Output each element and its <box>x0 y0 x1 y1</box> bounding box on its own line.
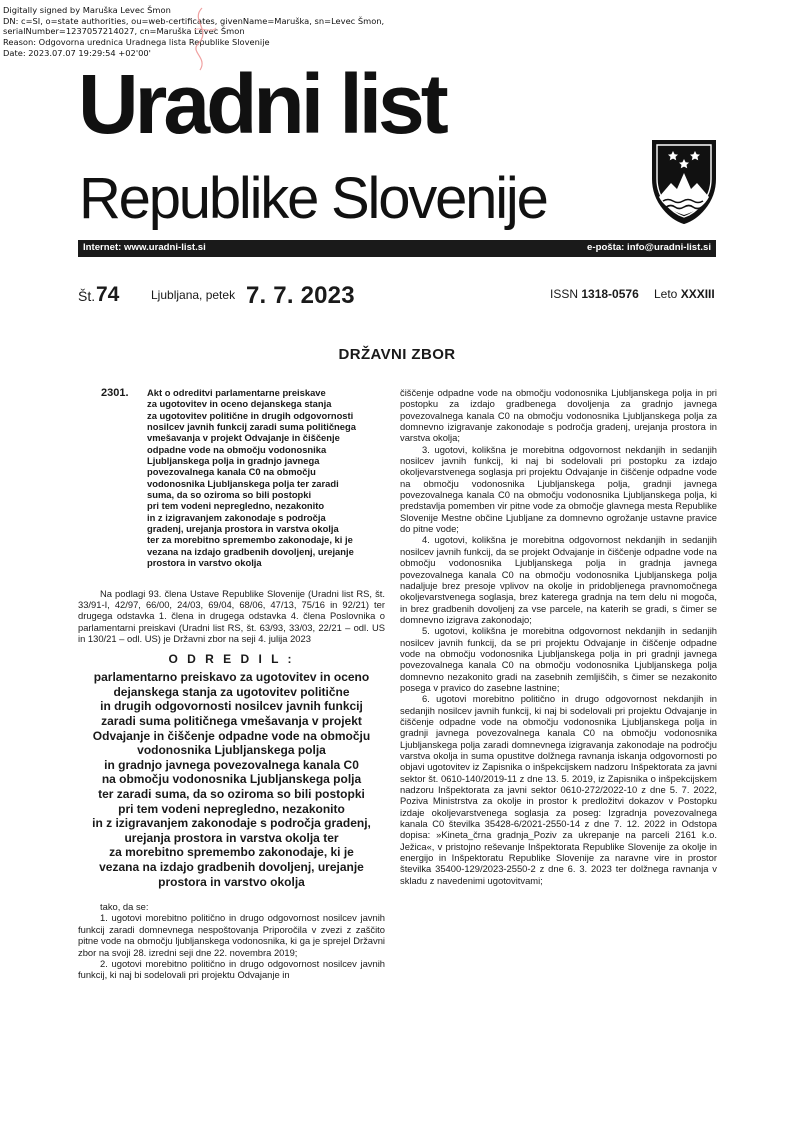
act-title-line: odpadne vode na območju vodonosnika <box>147 443 327 455</box>
email-link[interactable]: e-pošta: info@uradni-list.si <box>587 242 711 253</box>
volume-label: Leto <box>654 287 678 301</box>
investigation-title-line: urejanja prostora in varstva okolja ter <box>124 830 339 845</box>
act-title-line: za ugotovitev in oceno dejanskega stanja <box>147 398 332 410</box>
signature-line: Reason: Odgovorna urednica Uradnega lista Republike Slovenije <box>3 37 270 48</box>
issue-number: 74 <box>96 283 120 306</box>
act-title-line: vmešavanja v projekt Odvajanje in čiščenje <box>147 432 340 444</box>
investigation-title-line: vezana na izdajo gradbenih dovoljenj, urejanje <box>99 859 364 874</box>
investigation-title-line: parlamentarno preiskavo za ugotovitev in oceno <box>93 670 370 685</box>
investigation-title-line: za morebitno spremembo zakonodaje, ki je <box>109 845 354 860</box>
investigation-title-line: in z izigravanjem zakonodaje s področja gradenj, <box>92 816 371 831</box>
investigation-title-line: pri tem vodeni nepregledno, nezakonito <box>118 801 345 816</box>
issue-place-day: Ljubljana, petek <box>151 288 236 302</box>
act-title-line: prostora in varstvo okolja <box>147 557 262 569</box>
left-column <box>78 387 385 981</box>
investigation-title-line: prostora in varstvo okolja <box>158 874 305 889</box>
right-column <box>400 387 717 886</box>
list-item: 1. ugotovi morebitno politično in drugo odgovornost nosilcev javnih funkcij zaradi domnevnega nespoštovanja Priporočila v zvezi z zaščito pitne vode na območju ljubljanskega vodonosnika, ki ga je sprejel Državni zbor na svoji 28. izredni seji dne 22. novembra 2019; <box>78 912 385 958</box>
investigation-title-line: dejanskega stanja za ugotovitev politične <box>113 684 350 699</box>
masthead-info-bar <box>78 240 716 257</box>
website-link[interactable]: Internet: www.uradni-list.si <box>83 242 206 253</box>
preamble-paragraph: Na podlagi 93. člena Ustave Republike Slovenije (Uradni list RS, št. 33/91-I, 42/97, 66/00, 24/03, 69/04, 68/06, 47/13, 75/16 in 92/21) ter drugega odstavka 1. člena in drugega odstavka 4. člena Poslovnika o parlamentarni preiskavi (Uradni list RS, št. 63/93, 33/03, 22/21 – odl. US in 130/21 – odl. US) je Državni zbor na seji 4. julija 2023 <box>78 587 385 644</box>
signature-line: serialNumber=1237057214027, cn=Maruška Levec Šmon <box>3 26 245 37</box>
act-title <box>147 387 383 569</box>
masthead-subtitle: Republike Slovenije <box>79 166 547 231</box>
issue-line <box>78 283 718 311</box>
list-item: 4. ugotovi, kolikšna je morebitna odgovornost nekdanjih in sedanjih nosilcev javnih funkcij, da se projekt Odvajanje in čiščenje odpadne vode na območju vodonosnika Ljubljanskega polja in gradnja javnega povezovalnega kanala C0 na območju vodonosnika Ljubljanskega polja nadaljuje brez presoje vplivov na okolje in pridobljenega pravnomočnega okoljevarstvenega soglasja, brez katerega gradnja na tem delu ni mogoča, in brez gradbenih dovoljenj za vse parcele, na katerih se gradi, s čimer se domnevno izigrava zakonodajo; <box>400 534 717 625</box>
masthead-title: Uradni list <box>78 57 445 151</box>
slovenian-coat-of-arms-icon <box>651 139 717 225</box>
act-title-line: gradenj, urejanja prostora in varstva okolja <box>147 523 339 535</box>
act-title-line: Ljubljanskega polja in gradnjo javnega <box>147 455 320 467</box>
issn-label: ISSN <box>550 287 579 301</box>
act-title-line: vezana na izdajo gradbenih dovoljenj, urejanje <box>147 545 354 557</box>
signature-line: Date: 2023.07.07 19:29:54 +02'00' <box>3 47 151 58</box>
investigation-title <box>78 670 385 889</box>
list-item: 3. ugotovi, kolikšna je morebitna odgovornost nekdanjih in sedanjih nosilcev javnih funkcij, ki naj bi sodelovali pri postopku za izdajo okoljevarstvenega soglasja pri projektu Odvajanje in čiščenje odpadne vode na območju vodonosnika Ljubljanskega polja, gradnji javnega povezovalnega kanala C0 na območju vodonosnika Ljubljanskega polja, ki predstavlja pomemben vir pitne vode za območje glavnega mesta Republike Slovenije Mestne občine Ljubljane za domnevno ogrožanje ustavne pravice do pitne vode; <box>400 443 717 535</box>
investigation-title-line: in drugih odgovornosti nosilcev javnih funkcij <box>100 699 363 714</box>
act-title-line: za ugotovitev politične in drugih odgovornosti <box>147 409 354 421</box>
odredil-heading: O D R E D I L : <box>168 652 295 667</box>
act-title-line: vodonosnika Ljubljanskega polja ter zaradi <box>147 477 339 489</box>
issn-value: 1318-0576 <box>581 287 639 301</box>
act-title-line: in z izigravanjem zakonodaje s področja <box>147 511 326 523</box>
section-title: DRŽAVNI ZBOR <box>338 346 456 363</box>
act-title-line: nosilcev javnih funkcij zaradi suma političnega <box>147 421 356 433</box>
act-title-line: povezovalnega kanala C0 na območju <box>147 466 316 478</box>
investigation-title-line: vodonosnika Ljubljanskega polja <box>137 743 326 758</box>
investigation-title-line: ter zaradi suma, da so oziroma so bili postopki <box>98 786 365 801</box>
act-title-line: Akt o odreditvi parlamentarne preiskave <box>147 387 326 398</box>
signature-line: DN: c=SI, o=state authorities, ou=web-certificates, givenName=Maruška, sn=Levec Šmon, <box>3 15 385 26</box>
act-number: 2301. <box>101 387 129 399</box>
list-item: 2. ugotovi morebitno politično in drugo odgovornost nosilcev javnih funkcij, ki naj bi sodelovali pri projektu Odvajanje in <box>78 957 385 981</box>
volume <box>654 287 715 301</box>
act-title-line: suma, da so oziroma so bili postopki <box>147 489 312 501</box>
investigation-title-line: zaradi suma političnega vmešavanja v projekt <box>101 714 362 728</box>
volume-value: XXXIII <box>680 287 715 301</box>
investigation-title-line: Odvajanje in čiščenje odpadne vode na območju <box>92 728 371 743</box>
act-title-line: pri tem vodeni nepregledno, nezakonito <box>147 500 325 512</box>
investigation-title-line: in gradnjo javnega povezovalnega kanala C0 <box>104 757 359 772</box>
intro-text: tako, da se: <box>100 901 149 913</box>
issue-number-label: Št. <box>78 288 96 304</box>
issue-date: 7. 7. 2023 <box>246 282 355 309</box>
list-item: 5. ugotovi, kolikšna je morebitna odgovornost nekdanjih in sedanjih nosilcev javnih funkcij, da se pri projektu Odvajanje in čiščenje odpadne vode na območju vodonosnika Ljubljanskega polja in pri gradnji javnega povezovalnega kanala C0 na območju vodonosnika Ljubljanskega polja domnevno nezakonito gradi na zasebnih zemljiščih, s čimer se nezakonito posega v pravico do zasebne lastnine; <box>400 625 717 693</box>
act-title-line: ter za morebitno spremembo zakonodaje, ki je <box>147 534 353 546</box>
signature-line: Digitally signed by Maruška Levec Šmon <box>3 5 171 15</box>
issn <box>550 287 639 301</box>
investigation-title-line: na območju vodonosnika Ljubljanskega polja <box>101 772 362 787</box>
list-item: čiščenje odpadne vode na območju vodonosnika Ljubljanskega polja in pri postopku za izdajo gradbenega dovoljenja za gradnjo javnega povezovalnega kanala C0 na območju vodonosnika Ljubljanskega polja za domnevno izigravanje zakonodaje s področja gradenj, urejanja prostora in varstva okolja; <box>400 387 717 444</box>
list-item: 6. ugotovi morebitno politično in drugo odgovornost nekdanjih in sedanjih nosilcev javnih funkcij, ki naj bi sodelovali pri projektu Odvajanje in čiščenje odpadne vode na območju vodonosnika Ljubljanskega polja in gradnji javnega povezovalnega kanala C0 na območju vodonosnika Ljubljanskega polja zaradi domnevnega izigravanja zakonodaje na področju varstva okolja in suma opustitve dolžnega ravnanja iskanja odgovornosti po objavi ugotovitev iz Zapisnika o inšpekcijskem nadzoru Inšpektorata za javni sektor št. 0610-140/2019-11 z dne 13. 5. 2019, iz Zapisnika o inšpekcijskem nadzoru Inšpektorata za javni sektor 0610-272/2022-10 z dne 5. 7. 2022, Poziva Ministrstva za okolje in prostor k predložitvi dokazov v Postopku izdaje okoljevarstvenega soglasja za poseg: Izgradnja povezovalnega kanala C0 številka 35428-6/2021-2550-14 z dne 7. 12. 2022 in Odstopa dopisa: »Kineta_črna gradnja_Poziv za ukrepanje na parceli 2161 k.o. Ježica«, v pristojno reševanje Inšpektorata Republike Slovenije za okolje in energijo in Inšpektoratu Republike Slovenije za naravne vire in prostor številka 35400-129/2023-2550-2 z dne 6. 3. 2023 ter dolžnega ravnanja v skladu z navedenimi ugotovitvami; <box>400 693 717 886</box>
